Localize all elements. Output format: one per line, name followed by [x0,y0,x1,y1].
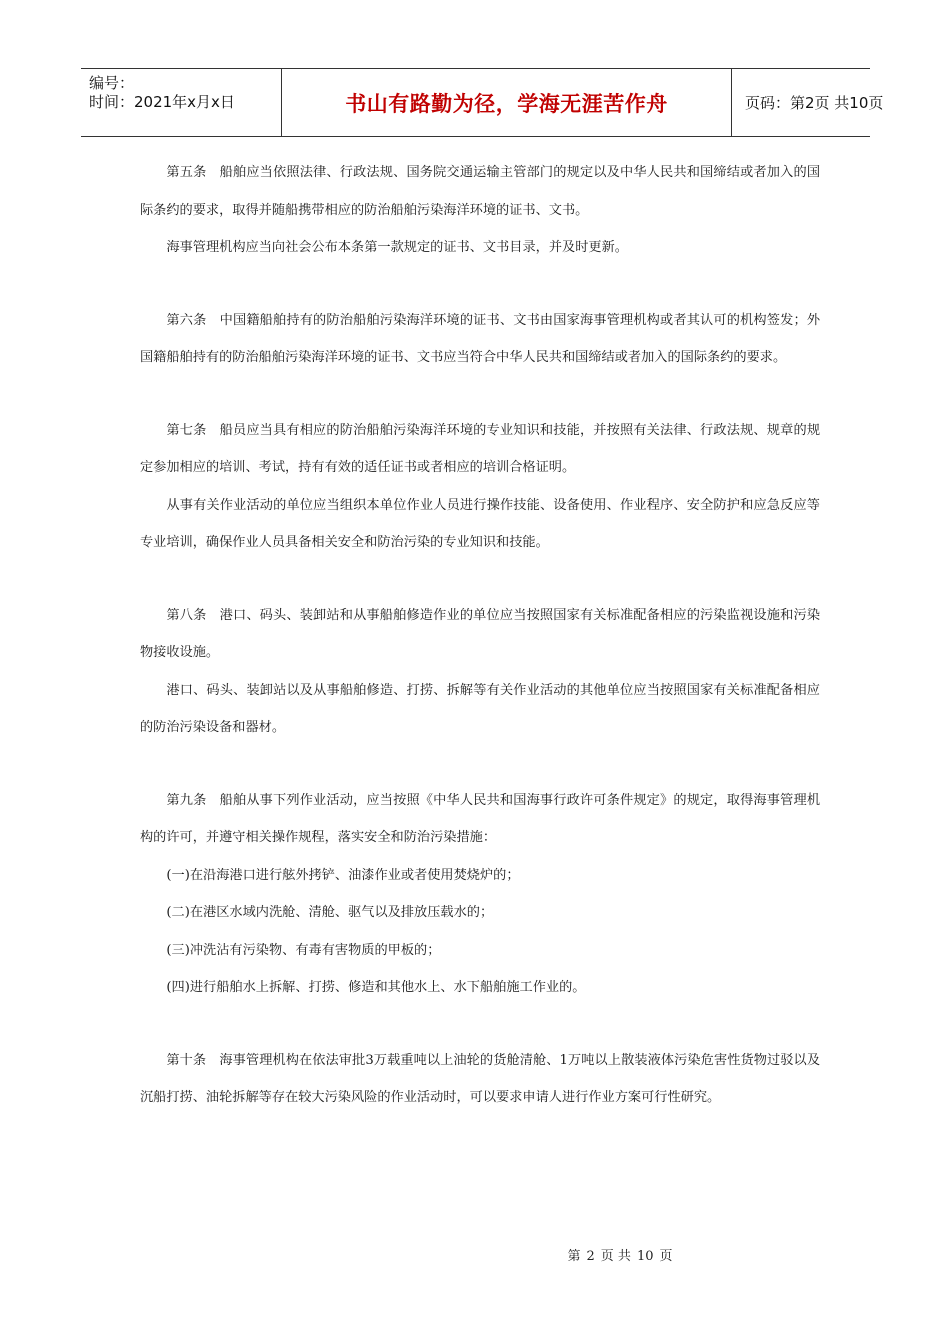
article-paragraph: 从事有关作业活动的单位应当组织本单位作业人员进行操作技能、设备使用、作业程序、安全防护和应急反应等专业培训，确保作业人员具备相关安全和防治污染的专业知识和技能。 [140,497,820,550]
document-number-label: 编号： [89,74,135,92]
list-item: (三)冲洗沾有污染物、有毒有害物质的甲板的； [166,942,441,958]
footer-middle: 页 共 [600,1249,631,1264]
article-text: 港口、码头、装卸站和从事船舶修造作业的单位应当按照国家有关标准配备相应的污染监视设施和污染物接收设施。 [140,607,821,660]
footer-page-number: 2 [586,1249,595,1264]
article-label: 第七条 [166,422,207,438]
article-paragraph: 港口、码头、装卸站以及从事船舶修造、打捞、拆解等有关作业活动的其他单位应当按照国家有关标准配备相应的防治污染设备和器材。 [140,682,820,735]
article-paragraph [140,1042,820,1117]
footer-suffix: 页 [659,1249,673,1264]
article-label: 第六条 [166,312,207,328]
article-text: 中国籍船舶持有的防治船舶污染海洋环境的证书、文书由国家海事管理机构或者其认可的机构签发；外国籍船舶持有的防治船舶污染海洋环境的证书、文书应当符合中华人民共和国缔结或者加入的国际条约的要求。 [140,312,821,365]
motto-text: 书山有路勤为径，学海无涯苦作舟 [345,91,668,116]
article-paragraph [140,597,820,672]
article-paragraph: 海事管理机构应当向社会公布本条第一款规定的证书、文书目录，并及时更新。 [166,240,628,255]
article-text: 船舶应当依照法律、行政法规、国务院交通运输主管部门的规定以及中华人民共和国缔结或者加入的国际条约的要求，取得并随船携带相应的防治船舶污染海洋环境的证书、文书。 [140,165,821,218]
article-paragraph [140,302,820,377]
section-gap [140,562,820,597]
article-paragraph [140,412,820,487]
document-time-label: 时间：2021年x月x日 [89,93,235,111]
section-gap [140,747,820,782]
document-body [140,154,820,1117]
list-item: (一)在沿海港口进行舷外拷铲、油漆作业或者使用焚烧炉的； [166,867,520,883]
header-page-info: 页码：第2页 共10页 [745,94,884,112]
footer-prefix: 第 [567,1249,581,1264]
article-paragraph [140,154,820,229]
article-label: 第五条 [166,165,207,180]
article-text: 海事管理机构在依法审批3万载重吨以上油轮的货舱清舱、1万吨以上散装液体污染危害性货物过驳以及沉船打捞、油轮拆解等存在较大污染风险的作业活动时，可以要求申请人进行作业方案可行性研究。 [140,1052,821,1105]
article-label: 第八条 [166,607,207,623]
article-paragraph [140,782,820,857]
page-header [81,68,884,137]
header-motto-cell [282,69,732,136]
header-meta-cell [81,69,282,136]
article-text: 船员应当具有相应的防治船舶污染海洋环境的专业知识和技能，并按照有关法律、行政法规、规章的规定参加相应的培训、考试，持有有效的适任证书或者相应的培训合格证明。 [140,422,821,475]
article-label: 第十条 [166,1052,207,1068]
section-gap [140,377,820,412]
footer-total-pages: 10 [636,1249,654,1264]
list-item: (二)在港区水域内洗舱、清舱、驱气以及排放压载水的； [166,905,494,920]
header-page-cell [732,69,884,136]
page-footer [0,1245,950,1264]
section-gap [140,1007,820,1042]
section-gap [140,267,820,302]
article-label: 第九条 [166,792,207,808]
list-item: (四)进行船舶水上拆解、打捞、修造和其他水上、水下船舶施工作业的。 [166,980,586,995]
article-text: 船舶从事下列作业活动，应当按照《中华人民共和国海事行政许可条件规定》的规定，取得海事管理机构的许可，并遵守相关操作规程，落实安全和防治污染措施： [140,792,821,845]
